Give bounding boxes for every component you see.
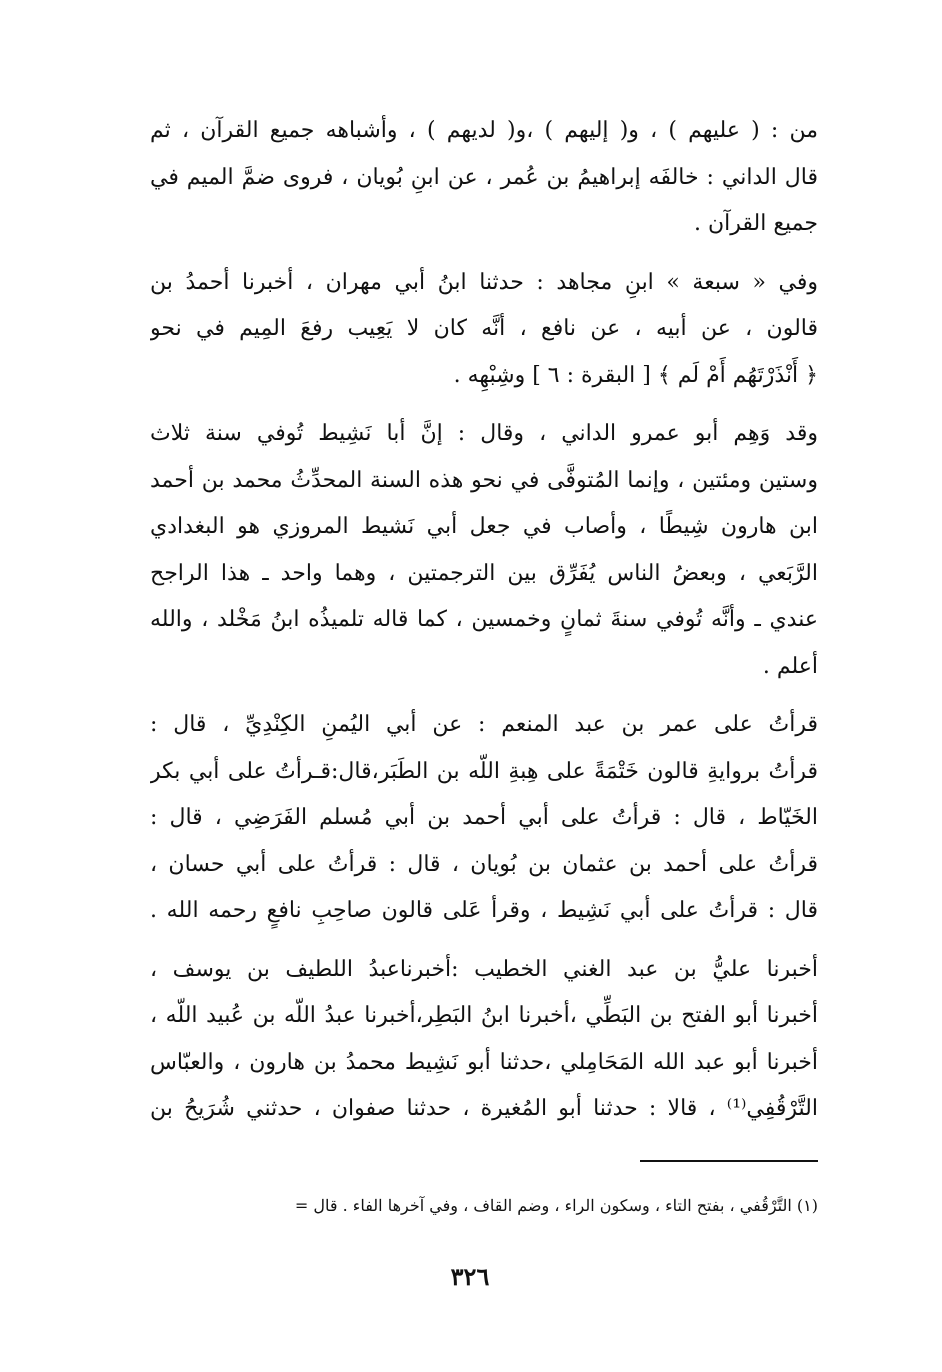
text-line: ابن هارون شِيطًا ، وأصاب في جعل أبي نَشيط المروزي هو البغدادي (150, 514, 818, 539)
footnote: (١) التَّرْقُفي ، بفتح التاء ، وسكون الراء ، وضم القاف ، وفي آخرها الفاء . قال = (294, 1196, 818, 1215)
text-line: الرَّبَعي ، وبعضُ الناس يُفَرِّق بين الترجمتين ، وهما واحد ـ هذا الراجح (150, 560, 818, 586)
footnote-divider (640, 1160, 818, 1162)
text-line: جميع القرآن . (694, 211, 818, 236)
text-line: أخبرنا أبو الفتح بن البَطِّي ،أخبرنا ابنُ البَطِر،أخبرنا عبدُ اللّه بن عُبيد اللّه ، (150, 1003, 818, 1028)
text-line: التَّرْقُفِي⁽¹⁾ ، قالا : حدثنا أبو المُغيرة ، حدثنا صفوان ، حدثني شُرَيحُ بن (150, 1096, 818, 1121)
text-line: قرأتُ على أحمد بن عثمان بن بُويان ، قال : قرأتُ على أبي حسان ، (150, 851, 818, 877)
text-line: الخَيّاط ، قال : قرأتُ على أبي أحمد بن أبي مُسلم الفَرَضِي ، قال : (150, 805, 818, 830)
text-line: وفي « سبعة » ابنِ مجاهد : حدثنا ابنُ أبي مهران ، أخبرنا أحمدُ بن (150, 269, 818, 295)
text-line: وقد وَهِم أبو عمرو الداني ، وقال : إنَّ أبا نَشِيط تُوفي سنة ثلاث (150, 421, 818, 446)
text-line: ﴿ أَنْذَرْتَهُم أَمْ لَم ﴾ [ البقرة : ٦ ] وشِبْهِه . (453, 362, 818, 388)
text-line: وستين ومئتين ، وإنما المُتوفَّى في نحو هذه السنة المحدِّثُ محمد بن أحمد (150, 467, 818, 493)
paragraph (150, 411, 818, 690)
text-line: من : ( عليهم ) ، و( إليهم ) ،و( لديهم ) ، وأشباهه جميع القرآن ، ثم (150, 118, 818, 143)
text-line: أعلم . (762, 653, 818, 679)
page-number: ٣٢٦ (450, 1262, 490, 1291)
paragraph (150, 947, 818, 1133)
main-text (150, 108, 818, 1145)
text-line: أخبرنا أبو عبد الله المَحَامِلي ،حدثنا أبو نَشِيط محمدُ بن هارون ، والعبّاس (150, 1049, 818, 1075)
text-line: قالون ، عن أبيه ، عن نافع ، أنَّه كان لا يَعِيب رفعَ المِيم في نحو (150, 316, 818, 341)
text-line: قرأتُ بروايةِ قالون خَتْمَةً على هِبةِ اللّه بن الطَبَر،قال:قـرأتُ على أبي بكر (150, 758, 818, 784)
paragraph (150, 108, 818, 248)
text-line: أخبرنا عليُّ بن عبد الغني الخطيب :أخبرناعبدُ اللطيف بن يوسف ، (150, 956, 818, 982)
paragraph (150, 260, 818, 400)
text-line: قال : قرأتُ على أبي نَشِيط ، وقرأ عَلى قالون صاحِبِ نافعٍ رحمه الله . (150, 898, 818, 923)
paragraph (150, 702, 818, 935)
text-line: عندي ـ وأنَّه تُوفي سنةَ ثمانٍ وخمسين ، كما قاله تلميذُه ابنُ مَخْلد ، والله (150, 607, 818, 632)
text-line: قال الداني : خالفَه إبراهيمُ بن عُمر ، عن ابنِ بُويان ، فروى ضمَّ الميم في (150, 164, 818, 190)
text-line: قرأتُ على عمر بن عبد المنعم : عن أبي اليُمنِ الكِنْدِيِّ ، قال : (150, 712, 818, 737)
